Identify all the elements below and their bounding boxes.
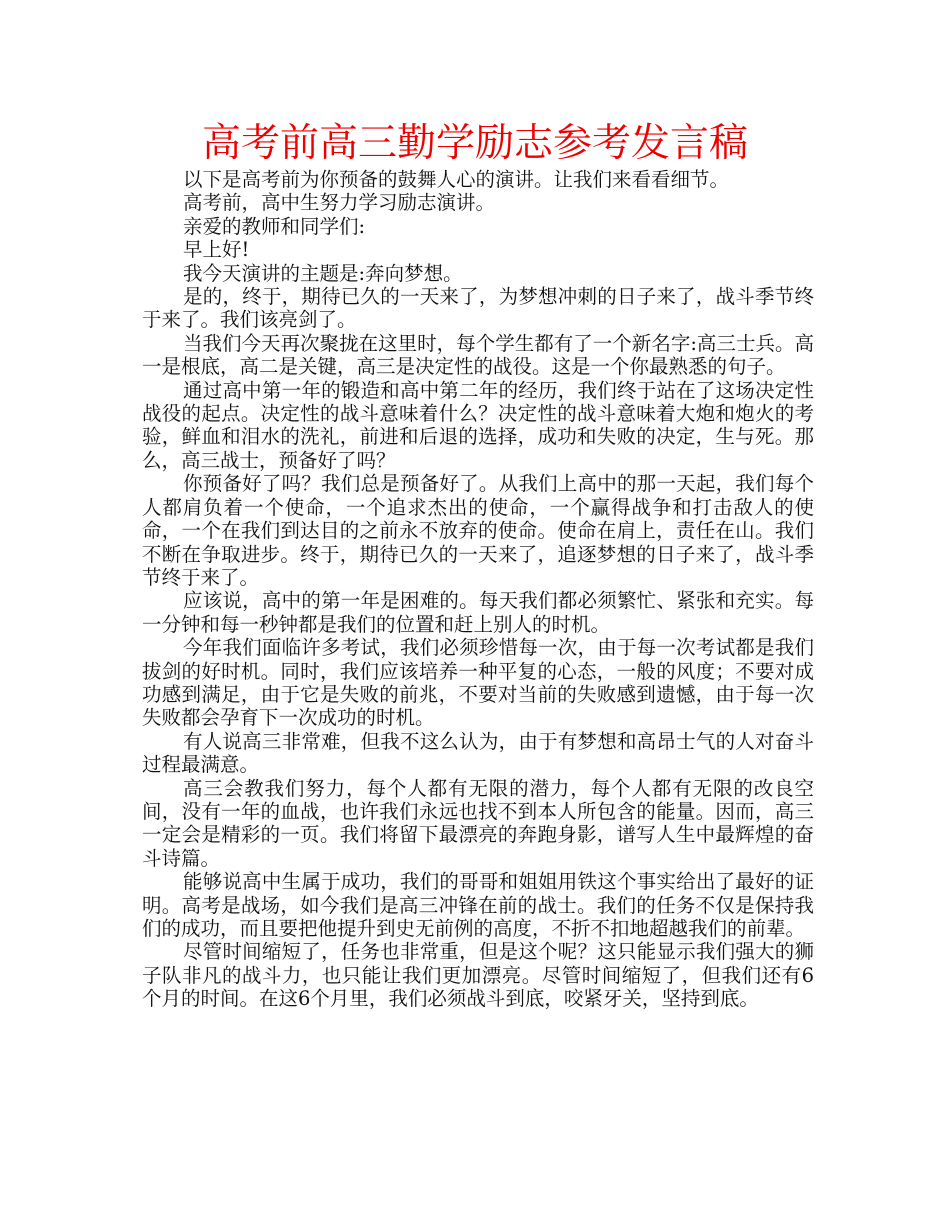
paragraph: 是的，终于，期待已久的一天来了，为梦想冲刺的日子来了，战斗季节终于来了。我们该亮剑了。 [142,285,814,332]
paragraph: 尽管时间缩短了，任务也非常重，但是这个呢？这只能显示我们强大的狮子队非凡的战斗力，也只能让我们更加漂亮。尽管时间缩短了，但我们还有6个月的时间。在这6个月里，我们必须战斗到底，咬紧牙关，坚持到底。 [142,940,814,1011]
paragraph: 有人说高三非常难，但我不这么认为，由于有梦想和高昂士气的人对奋斗过程最满意。 [142,729,814,777]
paragraph: 今年我们面临许多考试，我们必须珍惜每一次，由于每一次考试都是我们拔剑的好时机。同时，我们应该培养一种平复的心态，一般的风度；不要对成功感到满足，由于它是失败的前兆，不要对当前的失败感到遗憾，由于每一次失败都会孕育下一次成功的时机。 [142,636,814,730]
paragraph: 高考前，高中生努力学习励志演讲。 [183,191,496,215]
paragraph: 能够说高中生属于成功，我们的哥哥和姐姐用铁这个事实给出了最好的证明。高考是战场，如今我们是高三冲锋在前的战士。我们的任务不仅是保持我们的成功，而且要把他提升到史无前例的高度，不折不扣地超越我们的前辈。 [142,870,814,940]
paragraph: 早上好! [183,238,250,262]
paragraph: 通过高中第一年的锻造和高中第二年的经历，我们终于站在了这场决定性战役的起点。决定性的战斗意味着什么？决定性的战斗意味着大炮和炮火的考验，鲜血和泪水的洗礼，前进和后退的选择，成功和失败的决定，生与死。那么，高三战士，预备好了吗？ [142,378,814,472]
paragraph: 以下是高考前为你预备的鼓舞人心的演讲。让我们来看看细节。 [183,168,730,191]
paragraph: 应该说，高中的第一年是困难的。每天我们都必须繁忙、紧张和充实。每一分钟和每一秒钟都是我们的位置和赶上别人的时机。 [142,589,814,636]
document-title: 高考前高三勤学励志参考发言稿 [201,121,748,166]
paragraph: 我今天演讲的主题是:奔向梦想。 [183,261,463,285]
paragraph: 亲爱的教师和同学们: [183,214,366,238]
paragraph: 你预备好了吗？我们总是预备好了。从我们上高中的那一天起，我们每个人都肩负着一个使命，一个追求杰出的使命，一个赢得战争和打击敌人的使命，一个在我们到达目的之前永不放弃的使命。使命在肩上，责任在山。我们不断在争取进步。终于，期待已久的一天来了，追逐梦想的日子来了，战斗季节终于来了。 [142,472,814,589]
paragraph: 高三会教我们努力，每个人都有无限的潜力，每个人都有无限的改良空间，没有一年的血战，也许我们永远也找不到本人所包含的能量。因而，高三一定会是精彩的一页。我们将留下最漂亮的奔跑身影，谱写人生中最辉煌的奋斗诗篇。 [142,776,814,870]
document-body [142,168,814,1011]
paragraph: 当我们今天再次聚拢在这里时，每个学生都有了一个新名字:高三士兵。高一是根底，高二是关键，高三是决定性的战役。这是一个你最熟悉的句子。 [142,331,814,379]
